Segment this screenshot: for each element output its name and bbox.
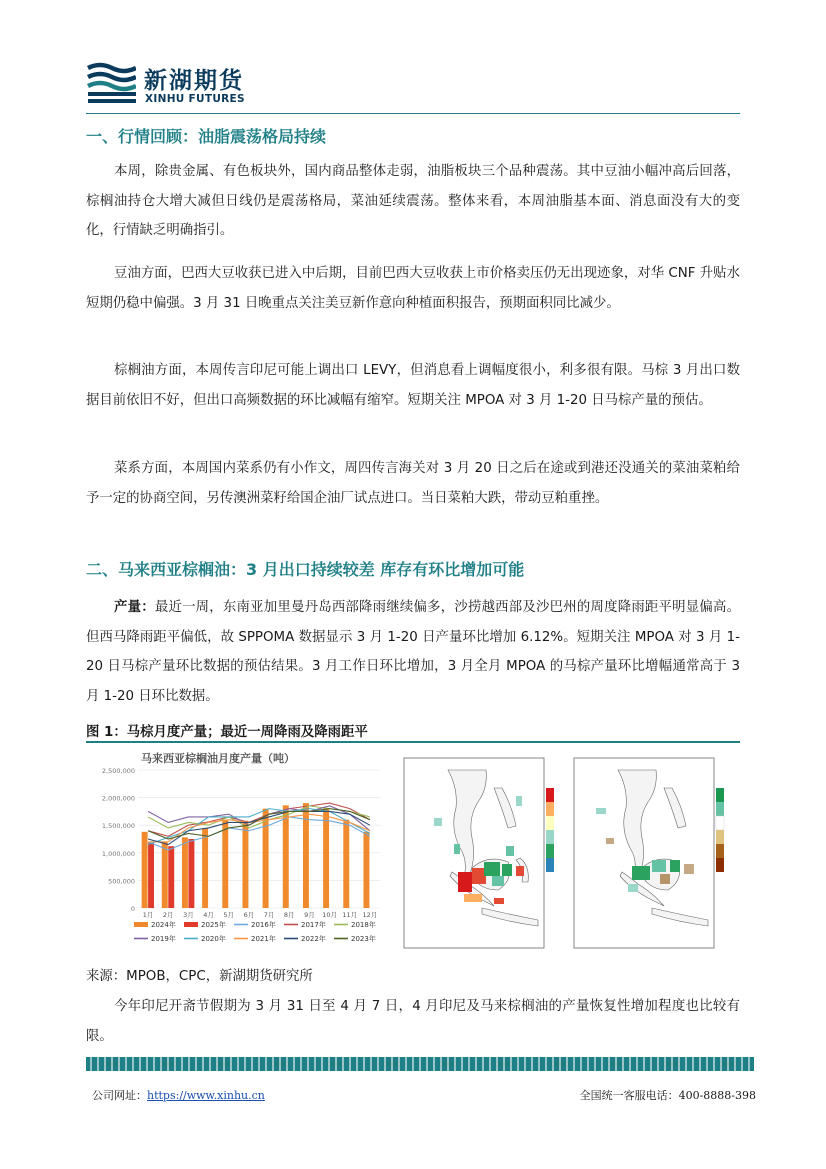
x-tick-label: 11月 (342, 911, 358, 919)
website-link[interactable]: https://www.xinhu.cn (147, 1089, 265, 1102)
x-tick-label: 10月 (322, 911, 337, 919)
x-tick-label: 6月 (243, 911, 255, 919)
production-text: 最近一周，东南亚加里曼丹岛西部降雨继续偏多，沙捞越西部及沙巴州的周度降雨距平明显偏高。但西马降雨距平偏低，故 SPPOMA 数据显示 3 月 1-20 日产量环比增加 6.12%。短期关注 MPOA 对 3 月 1-20 日马棕产量环比数据的预估结果。3 月工作日环比增加，3 月全月 MPOA 的马棕产量环比增幅通常高于 3 月 1-20 日环比数据。 (86, 600, 740, 704)
legend-label: 2025年 (201, 921, 226, 929)
x-tick-label: 2月 (162, 911, 174, 919)
bar-2024年 (162, 842, 168, 908)
legend-label: 2020年 (201, 935, 226, 943)
legend-label: 2021年 (251, 935, 276, 943)
x-tick-label: 5月 (223, 911, 235, 919)
x-tick-label: 7月 (263, 911, 275, 919)
legend-label: 2016年 (251, 921, 276, 929)
section1-heading: 一、行情回顾：油脂震荡格局持续 (86, 127, 327, 146)
section1-paragraph-4: 菜系方面，本周国内菜系仍有小作文，周四传言海关对 3 月 20 日之后在途或到港还没通关的菜油菜粕给予一定的协商空间，另传澳洲菜籽给国企油厂试点进口。当日菜粕大跌，带动豆粕重挫。 (86, 461, 740, 506)
rainfall-map (398, 748, 558, 958)
rainfall-anomaly-map (566, 748, 738, 958)
x-tick-label: 4月 (203, 911, 214, 919)
section2-paragraph (86, 593, 740, 711)
figure1-source: 来源：MPOB，CPC，新湖期货研究所 (86, 969, 313, 984)
bar-2024年 (283, 805, 289, 908)
bar-2024年 (263, 809, 269, 908)
bar-2024年 (323, 809, 329, 908)
figure1-divider (86, 741, 740, 743)
legend-swatch (134, 922, 148, 927)
production-lead: 产量： (114, 600, 155, 615)
x-tick-label: 9月 (304, 911, 315, 919)
y-tick-label: 1,000,000 (101, 849, 135, 858)
header-divider (86, 113, 740, 114)
bar-2024年 (182, 837, 188, 908)
line-2020年 (148, 809, 370, 845)
bar-2024年 (142, 832, 148, 908)
section1-paragraph-1: 本周，除贵金属、有色板块外，国内商品整体走弱，油脂板块三个品种震荡。其中豆油小幅冲高后回落，棕榈油持仓大增大减但日线仍是震荡格局，菜油延续震荡。整体来看，本周油脂基本面、消息面没有大的变化，行情缺乏明确指引。 (86, 164, 740, 238)
footer-hotline: 全国统一客服电话：400-8888-398 (579, 1089, 756, 1102)
bar-2024年 (343, 820, 349, 908)
legend-swatch (184, 922, 198, 927)
x-tick-label: 1月 (142, 911, 154, 919)
footer-website (92, 1087, 265, 1103)
palm-oil-production-chart (88, 748, 388, 958)
y-tick-label: 500,000 (108, 877, 135, 886)
section1-paragraph-2: 豆油方面，巴西大豆收获已进入中后期，目前巴西大豆收获上市价格卖压仍无出现迹象，对华 CNF 升贴水短期仍稳中偏强。3 月 31 日晚重点关注美豆新作意向种植面积报告，预期面积同比减少。 (86, 266, 740, 311)
legend-label: 2019年 (151, 935, 176, 943)
section2-heading: 二、马来西亚棕榈油：3 月出口持续较差 库存有环比增加可能 (86, 560, 525, 579)
legend-label: 2023年 (351, 935, 376, 943)
legend-label: 2022年 (301, 935, 326, 943)
y-tick-label: 2,000,000 (101, 794, 135, 803)
bar-2024年 (202, 828, 208, 908)
x-tick-label: 3月 (183, 911, 194, 919)
bar-2025年 (188, 839, 194, 908)
bar-2024年 (222, 820, 228, 908)
rainfall-colorbar (546, 788, 554, 872)
y-tick-label: 0 (130, 905, 135, 913)
figure1-title: 图 1：马棕月度产量；最近一周降雨及降雨距平 (86, 725, 368, 740)
legend-label: 2018年 (351, 921, 376, 929)
logo-wave-icon (86, 60, 136, 104)
section3-paragraph: 今年印尼开斋节假期为 3 月 31 日至 4 月 7 日，4 月印尼及马来棕榈油的产量恢复性增加程度也比较有限。 (86, 999, 740, 1044)
y-tick-label: 1,500,000 (101, 822, 135, 831)
section1-paragraph-3: 棕榈油方面，本周传言印尼可能上调出口 LEVY，但消息看上调幅度很小，利多很有限。马棕 3 月出口数据目前依旧不好，但出口高频数据的环比减幅有缩窄。短期关注 MPOA 对 3 月 1-20 日马棕产量的预估。 (86, 363, 740, 408)
logo-english: XINHU FUTURES (145, 93, 245, 105)
logo-chinese: 新湖期货 (144, 68, 244, 94)
bar-2025年 (168, 846, 174, 908)
footer-divider (86, 1057, 754, 1071)
bar-2025年 (148, 843, 154, 908)
x-tick-label: 8月 (283, 911, 295, 919)
legend-label: 2024年 (151, 921, 176, 929)
website-label: 公司网址： (92, 1089, 147, 1102)
bar-2024年 (363, 832, 369, 908)
bar-2024年 (242, 821, 248, 908)
legend-label: 2017年 (301, 921, 326, 929)
chart-title: 马来西亚棕榈油月度产量（吨） (141, 752, 295, 765)
anomaly-colorbar (716, 788, 724, 872)
y-tick-label: 2,500,000 (101, 767, 135, 775)
x-tick-label: 12月 (362, 911, 378, 919)
